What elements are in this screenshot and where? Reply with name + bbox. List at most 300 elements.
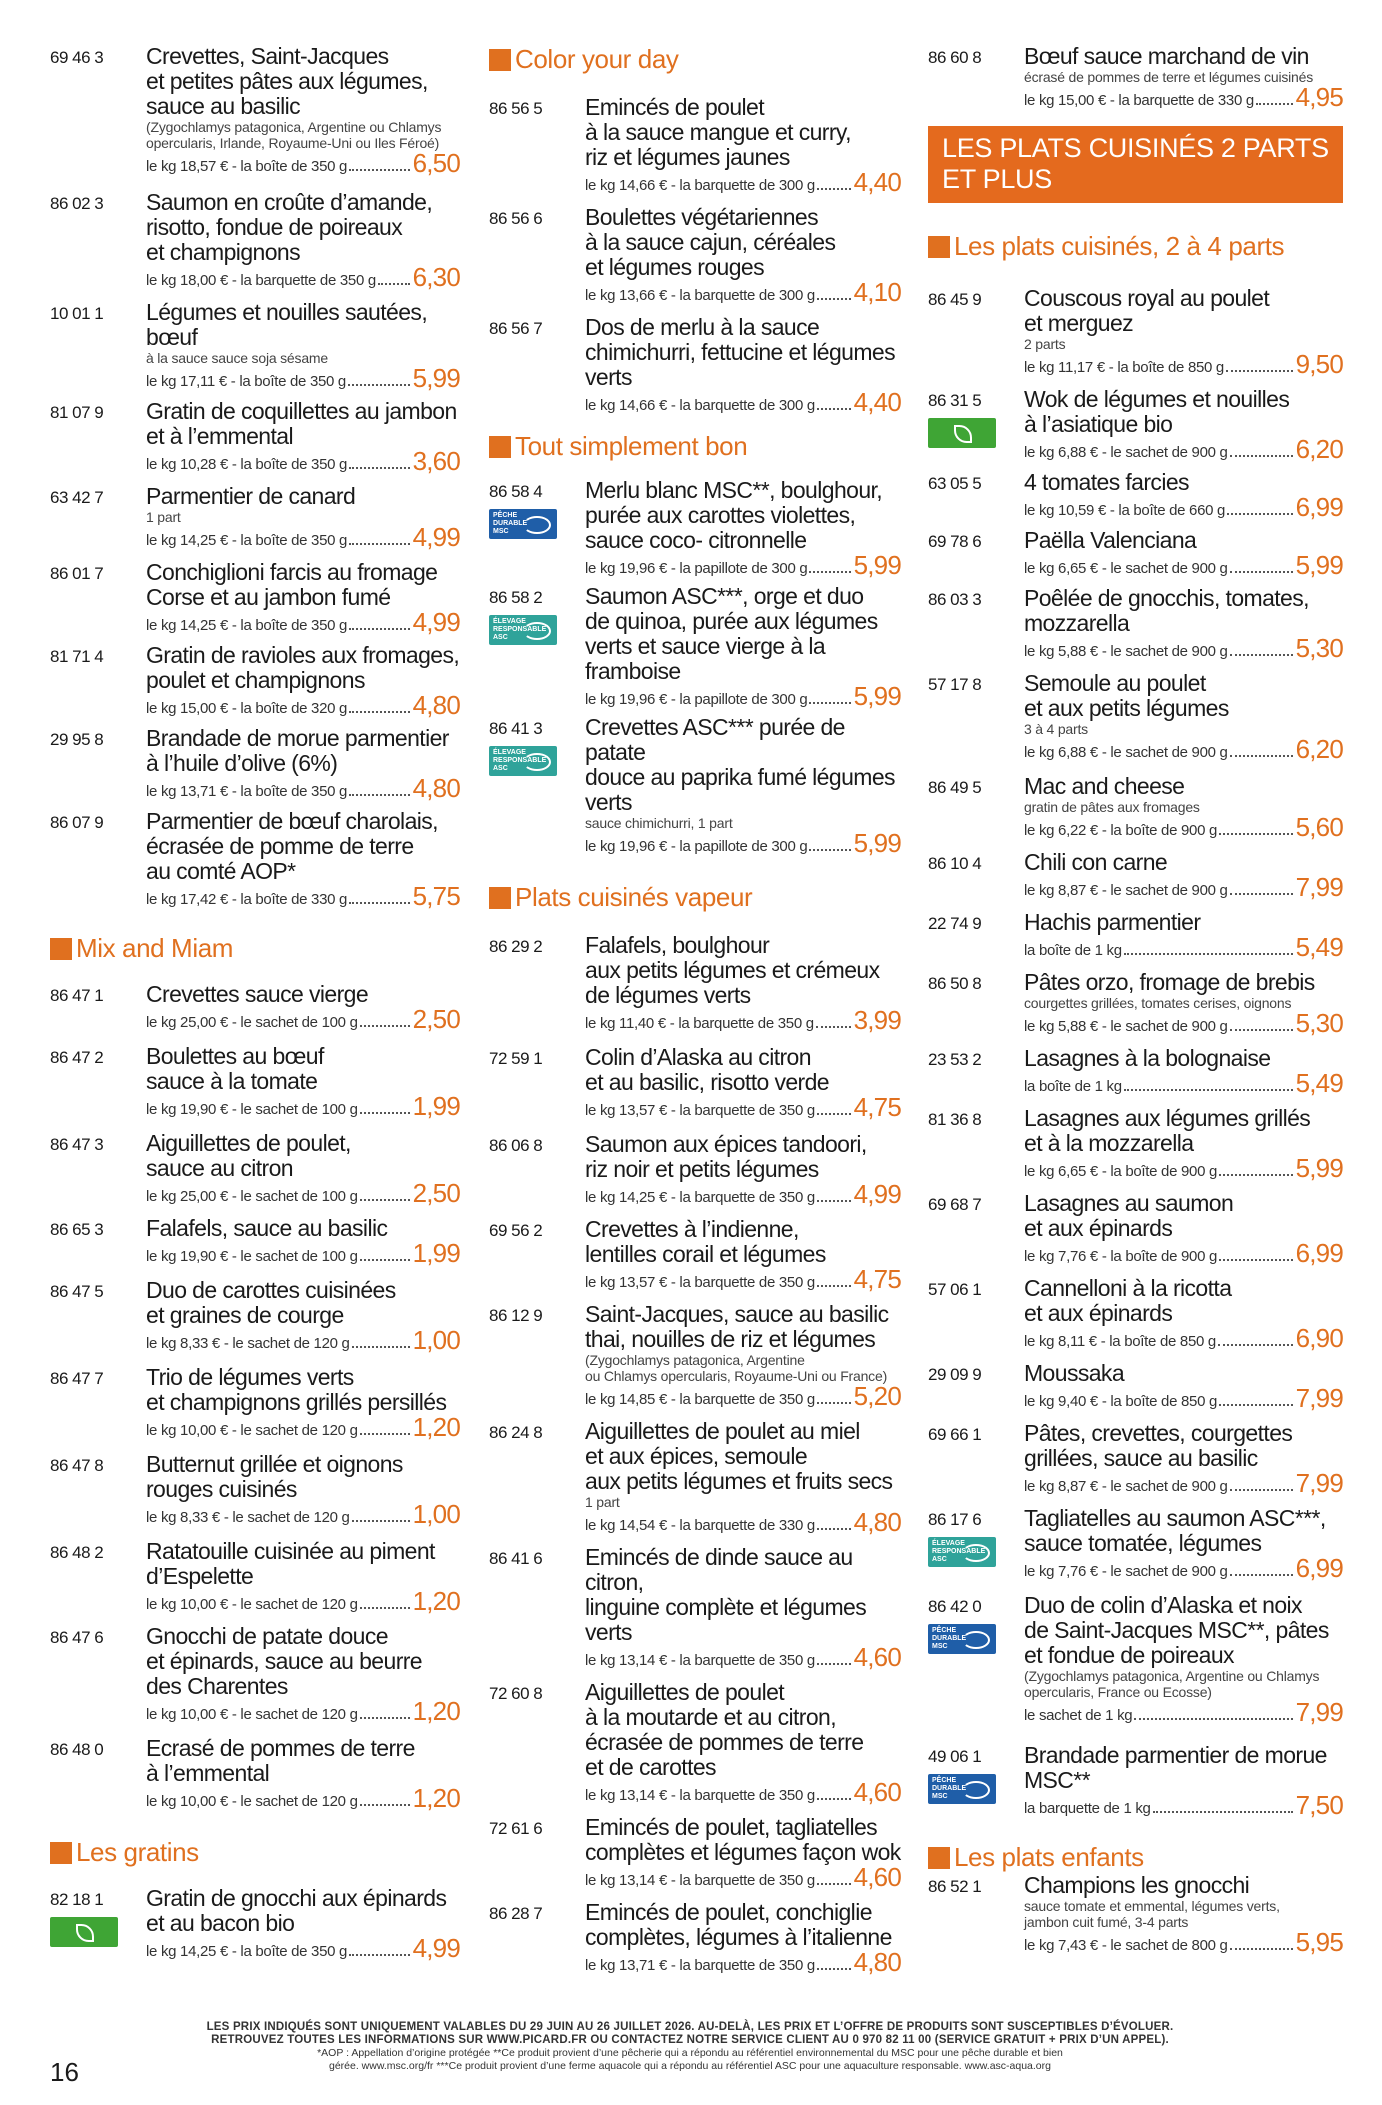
product-price: 4,60 xyxy=(853,1862,901,1892)
footer-line: LES PRIX INDIQUÉS SONT UNIQUEMENT VALABLES DU 29 JUIN AU 26 JUILLET 2026. AU-DELÀ, LES PRIX ET L’OFFRE DE PRODUITS SONT SUSCEPTIBLES D’ÉVOLUER. xyxy=(206,2021,1174,2033)
leader-dots xyxy=(817,1968,851,1970)
product-body xyxy=(146,1216,460,1266)
product-price: 5,99 xyxy=(1295,1153,1343,1183)
product-code: 86 17 6 xyxy=(928,1510,982,1529)
price-row xyxy=(146,264,460,290)
unit-price-info: le kg 13,57 € - la barquette de 350 g xyxy=(585,1102,815,1119)
product-name-line: Couscous royal au poulet xyxy=(1024,285,1270,311)
product-name-line: à la sauce cajun, céréales xyxy=(585,229,836,255)
product-code: 86 01 7 xyxy=(50,564,104,583)
badge-text-line: DURABLE xyxy=(932,1635,967,1642)
product-name-line: Parmentier de bœuf charolais, xyxy=(146,808,438,834)
product-item xyxy=(50,982,460,1032)
product-name-line: 4 tomates farcies xyxy=(1024,469,1189,495)
unit-price-info: le kg 6,65 € - le sachet de 900 g xyxy=(1024,560,1228,577)
section-heading xyxy=(489,431,901,462)
section-title: Les gratins xyxy=(76,1837,199,1867)
section-heading xyxy=(50,933,460,964)
product-price: 7,50 xyxy=(1295,1790,1343,1820)
product-item xyxy=(50,190,460,290)
unit-price-info: le kg 10,28 € - la boîte de 350 g xyxy=(146,456,348,473)
product-name-line: Chili con carne xyxy=(1024,849,1168,875)
product-item xyxy=(928,1276,1343,1351)
product-name-line: Tagliatelles au saumon ASC***, xyxy=(1024,1505,1326,1531)
leaf-icon xyxy=(954,425,972,443)
product-code: 86 47 5 xyxy=(50,1282,104,1301)
product-body xyxy=(1024,528,1343,578)
product-code: 10 01 1 xyxy=(50,304,104,323)
product-desc-line: courgettes grillées, tomates cerises, oignons xyxy=(1024,995,1292,1011)
price-row xyxy=(1024,84,1343,110)
bio-label-icon xyxy=(928,418,996,448)
product-name-line: aux petits légumes et fruits secs xyxy=(585,1468,893,1494)
product-item xyxy=(50,300,460,391)
price-row xyxy=(585,1509,901,1535)
unit-price-info: le kg 18,00 € - la barquette de 350 g xyxy=(146,272,376,289)
leader-dots xyxy=(352,1346,410,1348)
product-name-line: Aiguillettes de poulet au miel xyxy=(585,1418,860,1444)
fish-icon xyxy=(962,1544,990,1562)
badge-text-line: PÊCHE xyxy=(493,512,518,519)
product-name-line: purée aux carottes violettes, xyxy=(585,502,856,528)
column-middle xyxy=(489,44,901,1975)
section-square-icon xyxy=(489,887,511,909)
product-code: 57 17 8 xyxy=(928,675,982,694)
unit-price-info: le kg 14,25 € - la barquette de 350 g xyxy=(585,1189,815,1206)
leader-dots xyxy=(817,1285,851,1287)
unit-price-info: le kg 13,66 € - la barquette de 300 g xyxy=(585,287,815,304)
product-name-line: Lasagnes à la bolognaise xyxy=(1024,1045,1271,1071)
product-price: 4,99 xyxy=(853,1179,901,1209)
product-code: 86 56 5 xyxy=(489,99,543,118)
section-title: Les plats enfants xyxy=(954,1842,1144,1872)
product-price: 4,99 xyxy=(412,1933,460,1963)
banner-line: LES PLATS CUISINÉS 2 PARTS xyxy=(942,133,1329,163)
section-heading xyxy=(928,1842,1343,1873)
product-code: 81 36 8 xyxy=(928,1110,982,1129)
badge-text-line: MSC xyxy=(493,528,509,535)
leader-dots xyxy=(1124,953,1293,955)
product-body xyxy=(146,1886,460,1961)
unit-price-info: le kg 6,22 € - la boîte de 900 g xyxy=(1024,822,1218,839)
product-price: 5,30 xyxy=(1295,1008,1343,1038)
product-code: 63 42 7 xyxy=(50,488,104,507)
price-row xyxy=(146,365,460,391)
product-body xyxy=(585,1545,901,1670)
price-row xyxy=(1024,1240,1343,1266)
product-name-line: lentilles corail et légumes xyxy=(585,1241,826,1267)
price-row xyxy=(1024,874,1343,900)
product-item xyxy=(928,671,1343,762)
product-item xyxy=(50,560,460,635)
product-price: 5,49 xyxy=(1295,932,1343,962)
leader-dots xyxy=(349,902,410,904)
product-code: 69 46 3 xyxy=(50,48,104,67)
product-body xyxy=(1024,1361,1343,1411)
product-name-line: risotto, fondue de poireaux xyxy=(146,214,403,240)
section-heading xyxy=(489,882,901,913)
leader-dots xyxy=(352,1520,410,1522)
product-desc-line: opercularis, Irlande, Royaume-Uni ou Iles Féroé) xyxy=(146,135,440,151)
unit-price-info: le kg 19,96 € - la papillote de 300 g xyxy=(585,691,808,708)
product-code: 82 18 1 xyxy=(50,1890,104,1909)
product-name-line: des Charentes xyxy=(146,1673,288,1699)
leader-dots xyxy=(817,1883,851,1885)
product-name-line: Conchiglioni farcis au fromage xyxy=(146,559,438,585)
product-name-line: Moussaka xyxy=(1024,1360,1125,1386)
product-name-line: Crevettes à l’indienne, xyxy=(585,1216,799,1242)
badge-text-line: RESPONSABLE xyxy=(493,626,547,633)
price-row xyxy=(1024,635,1343,661)
product-item xyxy=(489,478,901,578)
product-item xyxy=(489,933,901,1033)
badge-text-line: RESPONSABLE xyxy=(932,1548,986,1555)
product-name-line: Saint-Jacques, sauce au basilic xyxy=(585,1301,889,1327)
product-name-line: Gratin de coquillettes au jambon xyxy=(146,398,457,424)
product-item xyxy=(928,286,1343,377)
unit-price-info: le kg 18,57 € - la boîte de 350 g xyxy=(146,158,348,175)
price-row xyxy=(146,1698,460,1724)
product-item xyxy=(928,470,1343,520)
unit-price-info: le kg 6,88 € - le sachet de 900 g xyxy=(1024,744,1228,761)
leader-dots xyxy=(360,1607,410,1609)
unit-price-info: le kg 10,59 € - la boîte de 660 g xyxy=(1024,502,1226,519)
price-row xyxy=(1024,436,1343,462)
unit-price-info: le kg 7,76 € - la boîte de 900 g xyxy=(1024,1248,1218,1265)
leader-dots xyxy=(348,384,410,386)
product-code: 86 42 0 xyxy=(928,1597,982,1616)
product-name-line: et aux épinards xyxy=(1024,1300,1173,1326)
product-body xyxy=(146,1365,460,1440)
product-code: 86 03 3 xyxy=(928,590,982,609)
price-row xyxy=(1024,1155,1343,1181)
bio-label-icon xyxy=(50,1917,118,1947)
product-body xyxy=(1024,671,1343,762)
leader-dots xyxy=(817,1528,851,1530)
leader-dots xyxy=(1230,1574,1293,1576)
badge-text-line: MSC xyxy=(932,1643,948,1650)
badge-text-line: DURABLE xyxy=(493,520,528,527)
product-item xyxy=(928,1593,1343,1725)
price-row xyxy=(1024,1792,1343,1818)
product-body xyxy=(585,715,901,856)
price-row xyxy=(585,1949,901,1975)
product-code: 81 07 9 xyxy=(50,403,104,422)
leader-dots xyxy=(360,1112,410,1114)
leader-dots xyxy=(1230,755,1293,757)
product-item xyxy=(489,1900,901,1975)
unit-price-info: le kg 8,87 € - le sachet de 900 g xyxy=(1024,882,1228,899)
leader-dots xyxy=(817,1798,851,1800)
product-name-line: sauce tomatée, légumes xyxy=(1024,1530,1262,1556)
msc-label-icon xyxy=(928,1624,996,1654)
leader-dots xyxy=(1230,893,1293,895)
product-code: 86 06 8 xyxy=(489,1136,543,1155)
product-name-line: Hachis parmentier xyxy=(1024,909,1201,935)
product-item xyxy=(928,1421,1343,1496)
section-title: Les plats cuisinés, 2 à 4 parts xyxy=(954,231,1285,261)
section-title: Mix and Miam xyxy=(76,933,234,963)
product-item xyxy=(928,44,1343,110)
product-price: 6,30 xyxy=(412,262,460,292)
product-body xyxy=(146,982,460,1032)
product-price: 4,80 xyxy=(853,1947,901,1977)
asc-label-icon xyxy=(489,615,557,645)
badge-text-line: ASC xyxy=(493,634,508,641)
product-price: 6,99 xyxy=(1295,1553,1343,1583)
price-row xyxy=(146,609,460,635)
unit-price-info: le kg 19,96 € - la papillote de 300 g xyxy=(585,838,808,855)
product-name-line: sauce au citron xyxy=(146,1155,293,1181)
product-desc-line: opercularis, France ou Ecosse) xyxy=(1024,1684,1212,1700)
category-banner xyxy=(928,126,1343,203)
section-heading xyxy=(50,1837,460,1868)
unit-price-info: le kg 9,40 € - la boîte de 850 g xyxy=(1024,1393,1218,1410)
product-price: 5,20 xyxy=(853,1381,901,1411)
unit-price-info: le sachet de 1 kg xyxy=(1024,1707,1133,1724)
fish-icon xyxy=(523,516,551,534)
product-item xyxy=(50,1624,460,1724)
price-row xyxy=(1024,1699,1343,1725)
product-name-line: Dos de merlu à la sauce xyxy=(585,314,820,340)
product-name-line: Pâtes orzo, fromage de brebis xyxy=(1024,969,1315,995)
leader-dots xyxy=(1153,1811,1293,1813)
product-item xyxy=(928,774,1343,840)
unit-price-info: le kg 5,88 € - le sachet de 900 g xyxy=(1024,643,1228,660)
product-code: 86 45 9 xyxy=(928,290,982,309)
badge-text-line: ÉLEVAGE xyxy=(493,618,526,625)
product-name-line: Aiguillettes de poulet xyxy=(585,1679,785,1705)
fish-icon xyxy=(523,622,551,640)
unit-price-info: le kg 14,66 € - la barquette de 300 g xyxy=(585,397,815,414)
product-desc-line: à la sauce sauce soja sésame xyxy=(146,350,328,366)
fish-icon xyxy=(523,753,551,771)
product-item xyxy=(50,484,460,550)
unit-price-info: le kg 15,00 € - la boîte de 320 g xyxy=(146,700,348,717)
badge-text-line: ÉLEVAGE xyxy=(493,749,526,756)
section-title: Tout simplement bon xyxy=(515,431,748,461)
unit-price-info: le kg 10,00 € - le sachet de 120 g xyxy=(146,1793,358,1810)
section-title: Plats cuisinés vapeur xyxy=(515,882,753,912)
badge-text-line: MSC xyxy=(932,1793,948,1800)
product-item xyxy=(928,1191,1343,1266)
price-row xyxy=(146,448,460,474)
leader-dots xyxy=(1124,1089,1293,1091)
product-price: 5,99 xyxy=(853,828,901,858)
product-item xyxy=(489,715,901,856)
leader-dots xyxy=(817,298,851,300)
product-price: 4,99 xyxy=(412,522,460,552)
product-code: 86 47 1 xyxy=(50,986,104,1005)
price-row xyxy=(1024,814,1343,840)
product-code: 86 41 3 xyxy=(489,719,543,738)
product-price: 7,99 xyxy=(1295,872,1343,902)
product-code: 86 41 6 xyxy=(489,1549,543,1568)
product-body xyxy=(585,1217,901,1292)
product-body xyxy=(585,1815,901,1890)
product-desc-line: (Zygochlamys patagonica, Argentine ou Chlamys xyxy=(1024,1668,1320,1684)
product-name-line: Légumes et nouilles sautées, bœuf xyxy=(146,299,428,350)
product-name-line: Trio de légumes verts xyxy=(146,1364,354,1390)
product-name-line: et graines de courge xyxy=(146,1302,344,1328)
product-item xyxy=(489,1132,901,1207)
product-body xyxy=(146,44,460,176)
leader-dots xyxy=(1230,1948,1293,1950)
unit-price-info: le kg 15,00 € - la barquette de 330 g xyxy=(1024,92,1254,109)
product-code: 86 02 3 xyxy=(50,194,104,213)
product-body xyxy=(585,315,901,415)
product-item xyxy=(489,205,901,305)
unit-price-info: le kg 8,33 € - le sachet de 120 g xyxy=(146,1509,350,1526)
product-code: 69 56 2 xyxy=(489,1221,543,1240)
section-square-icon xyxy=(928,236,950,258)
price-row xyxy=(146,1093,460,1119)
product-name-line: Aiguillettes de poulet, xyxy=(146,1130,351,1156)
product-name-line: et champignons xyxy=(146,239,300,265)
product-item xyxy=(928,586,1343,661)
price-row xyxy=(1024,494,1343,520)
unit-price-info: le kg 6,65 € - la boîte de 900 g xyxy=(1024,1163,1218,1180)
product-price: 4,80 xyxy=(412,690,460,720)
product-item xyxy=(928,970,1343,1036)
product-item xyxy=(50,726,460,801)
product-name-line: et aux épices, semoule xyxy=(585,1443,808,1469)
product-name-line: et champignons grillés persillés xyxy=(146,1389,447,1415)
product-price: 7,99 xyxy=(1295,1468,1343,1498)
product-item xyxy=(489,1217,901,1292)
unit-price-info: le kg 8,11 € - la boîte de 850 g xyxy=(1024,1333,1216,1350)
leader-dots xyxy=(1256,103,1293,105)
product-name-line: grillées, sauce au basilic xyxy=(1024,1445,1258,1471)
product-item xyxy=(50,1044,460,1119)
price-row xyxy=(146,1006,460,1032)
product-code: 29 09 9 xyxy=(928,1365,982,1384)
product-name-line: et aux épinards xyxy=(1024,1215,1173,1241)
product-item xyxy=(489,315,901,415)
price-row xyxy=(585,830,901,856)
price-row xyxy=(1024,1555,1343,1581)
unit-price-info: le kg 13,14 € - la barquette de 350 g xyxy=(585,1787,815,1804)
unit-price-info: le kg 7,43 € - le sachet de 800 g xyxy=(1024,1937,1228,1954)
product-body xyxy=(146,484,460,550)
product-code: 86 47 3 xyxy=(50,1135,104,1154)
product-name-line: et à l’emmental xyxy=(146,423,293,449)
product-price: 5,99 xyxy=(412,363,460,393)
product-body xyxy=(1024,44,1343,110)
product-price: 4,99 xyxy=(412,607,460,637)
product-desc-line: ou Chlamys opercularis, Royaume-Uni ou France) xyxy=(585,1368,888,1384)
section-heading xyxy=(489,44,901,75)
product-body xyxy=(146,1539,460,1614)
product-name-line: riz noir et petits légumes xyxy=(585,1156,819,1182)
product-item xyxy=(928,1506,1343,1581)
product-name-line: Mac and cheese xyxy=(1024,773,1185,799)
product-name-line: Parmentier de canard xyxy=(146,483,356,509)
product-name-line: Cannelloni à la ricotta xyxy=(1024,1275,1232,1301)
section-heading xyxy=(928,231,1343,262)
product-item xyxy=(489,1302,901,1409)
product-desc-line: 1 part xyxy=(585,1494,620,1510)
product-code: 86 56 7 xyxy=(489,319,543,338)
product-body xyxy=(146,190,460,290)
price-row xyxy=(585,1864,901,1890)
product-name-line: Merlu blanc MSC**, boulghour, xyxy=(585,477,883,503)
product-price: 1,00 xyxy=(412,1325,460,1355)
product-item xyxy=(50,643,460,718)
leader-dots xyxy=(1218,1344,1293,1346)
product-item xyxy=(50,1278,460,1353)
unit-price-info: le kg 8,33 € - le sachet de 120 g xyxy=(146,1335,350,1352)
leader-dots xyxy=(349,169,410,171)
product-code: 69 78 6 xyxy=(928,532,982,551)
product-price: 6,90 xyxy=(1295,1323,1343,1353)
price-row xyxy=(1024,934,1343,960)
product-code: 86 31 5 xyxy=(928,391,982,410)
price-row xyxy=(585,552,901,578)
product-desc-line: écrasé de pommes de terre et légumes cuisinés xyxy=(1024,69,1314,85)
product-body xyxy=(1024,1106,1343,1181)
product-price: 1,20 xyxy=(412,1696,460,1726)
product-code: 86 47 2 xyxy=(50,1048,104,1067)
price-row xyxy=(146,1414,460,1440)
product-name-line: Champions les gnocchi xyxy=(1024,1872,1250,1898)
section-title: Color your day xyxy=(515,44,679,74)
badge-text-line: PÊCHE xyxy=(932,1627,957,1634)
leader-dots xyxy=(360,1259,410,1261)
leader-dots xyxy=(809,571,850,573)
product-code: 86 10 4 xyxy=(928,854,982,873)
price-row xyxy=(146,1180,460,1206)
product-body xyxy=(1024,910,1343,960)
page-number: 16 xyxy=(50,2057,79,2087)
price-row xyxy=(146,883,460,909)
product-item xyxy=(928,850,1343,900)
product-desc-line: jambon cuit fumé, 3-4 parts xyxy=(1024,1914,1189,1930)
price-row xyxy=(146,692,460,718)
leader-dots xyxy=(809,702,850,704)
product-body xyxy=(585,933,901,1033)
product-item xyxy=(50,809,460,909)
leader-dots xyxy=(1219,1174,1293,1176)
product-name-line: verts xyxy=(585,789,632,815)
badge-text-line: DURABLE xyxy=(932,1785,967,1792)
product-name-line: Emincés de poulet xyxy=(585,94,765,120)
product-item xyxy=(928,528,1343,578)
product-body xyxy=(585,95,901,195)
product-name-line: Brandade de morue parmentier xyxy=(146,725,449,751)
leader-dots xyxy=(1219,1259,1293,1261)
product-code: 72 61 6 xyxy=(489,1819,543,1838)
unit-price-info: le kg 6,88 € - le sachet de 900 g xyxy=(1024,444,1228,461)
product-name-line: aux petits légumes et crémeux xyxy=(585,957,880,983)
product-code: 57 06 1 xyxy=(928,1280,982,1299)
column-right xyxy=(928,44,1343,1955)
product-body xyxy=(146,560,460,635)
product-code: 86 60 8 xyxy=(928,48,982,67)
product-body xyxy=(585,1900,901,1975)
unit-price-info: le kg 17,42 € - la boîte de 330 g xyxy=(146,891,348,908)
product-body xyxy=(146,726,460,801)
product-name-line: Paëlla Valenciana xyxy=(1024,527,1197,553)
product-code: 86 24 8 xyxy=(489,1423,543,1442)
product-desc-line: 3 à 4 parts xyxy=(1024,721,1088,737)
product-item xyxy=(489,95,901,195)
price-row xyxy=(146,1501,460,1527)
product-item xyxy=(50,1216,460,1266)
product-name-line: Crevettes ASC*** purée de patate xyxy=(585,714,845,765)
product-name-line: et petites pâtes aux légumes, xyxy=(146,68,428,94)
product-price: 1,99 xyxy=(412,1238,460,1268)
